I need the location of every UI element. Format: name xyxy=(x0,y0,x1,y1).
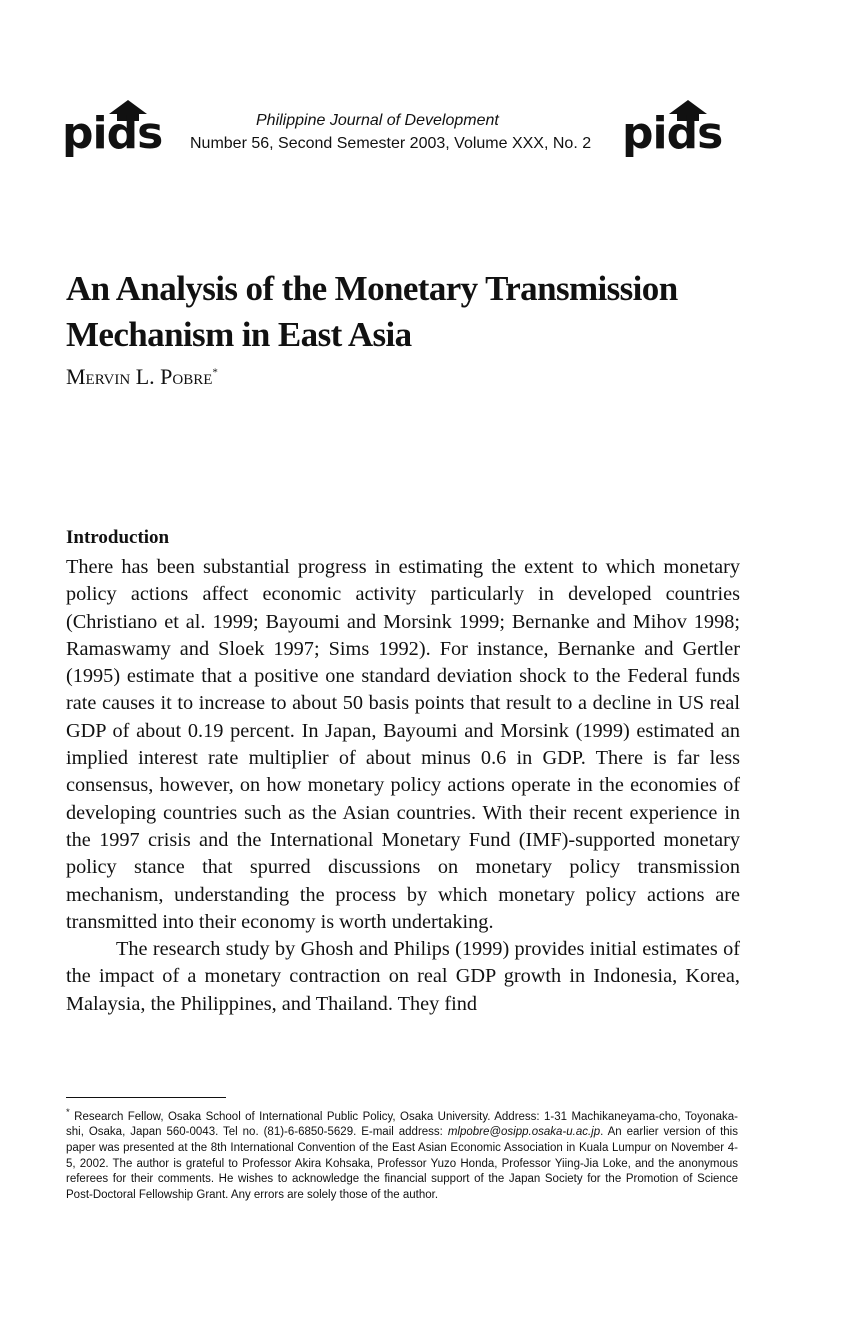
pids-logo-right xyxy=(622,100,742,159)
logo-text: pids xyxy=(622,108,723,159)
footnote-email: mlpobre@osipp.osaka-u.ac.jp xyxy=(447,1126,601,1139)
journal-header xyxy=(170,110,630,154)
footnote xyxy=(66,1105,738,1203)
pids-logo-left xyxy=(62,100,182,159)
paragraph: The research study by Ghosh and Philips (1999) provides initial estimates of the impact of a monetary contraction on real GDP growth in Indonesia, Korea, Malaysia, the Philippines, and Thailand. They find xyxy=(66,938,740,1015)
footnote-divider xyxy=(66,1097,226,1098)
journal-issue: Number 56, Second Semester 2003, Volume XXX, No. 2 xyxy=(190,135,592,152)
author-footnote-marker: * xyxy=(212,366,218,379)
author-name: Mervin L. Pobre xyxy=(66,364,213,389)
paragraph: There has been substantial progress in estimating the extent to which monetary policy actions affect economic activity particularly in developed countries (Christiano et al. 1999; Bayoumi and Morsink 1999; Bernanke and Mihov 1998; Ramaswamy and Sloek 1997; Sims 1992). For instance, Bernanke and Gertler (1995) estimate that a positive one standard deviation shock to the Federal funds rate causes it to increase to about 50 basis points that result to a decline in US real GDP of about 0.19 percent. In Japan, Bayoumi and Morsink (1999) estimated an implied interest rate multiplier of about minus 0.6 in GDP. There is far less consensus, however, on how monetary policy actions operate in the economies of developing countries such as the Asian countries. With their recent experience in the 1997 crisis and the International Monetary Fund (IMF)-supported monetary policy stance that spurred discussions on monetary policy transmission mechanism, understanding the process by which monetary policy actions are transmitted into their economy is worth undertaking. xyxy=(66,556,740,933)
journal-name: Philippine Journal of Development xyxy=(256,112,499,129)
author-line xyxy=(66,364,218,390)
footnote-text-2: . An earlier version of this paper was presented at the 8th International Convention of the East Asian Economic Association in Kuala Lumpur on November 4-5, 2002. The author is grateful to Professor Akira Kohsaka, Professor Yuzo Honda, Professor Yiing-Jia Loke, and the anonymous referees for their comments. He wishes to acknowledge the financial support of the Japan Society for the Promotion of Science Post-Doctoral Fellowship Grant. Any errors are solely those of the author. xyxy=(66,1126,738,1201)
footnote-marker: * xyxy=(66,1107,70,1118)
logo-text: pids xyxy=(62,108,163,159)
footnote-text-1: Research Fellow, Osaka School of International Public Policy, Osaka University. Address: 1-31 Machikaneyama-cho, Toyonaka-shi, Osaka, Japan 560-0043. Tel no. (81)-6-6850-5629. E-mail address: xyxy=(66,1110,738,1139)
body-text xyxy=(66,554,740,1018)
article-title: An Analysis of the Monetary Transmission Mechanism in East Asia xyxy=(66,269,678,354)
section-heading: Introduction xyxy=(66,527,170,548)
